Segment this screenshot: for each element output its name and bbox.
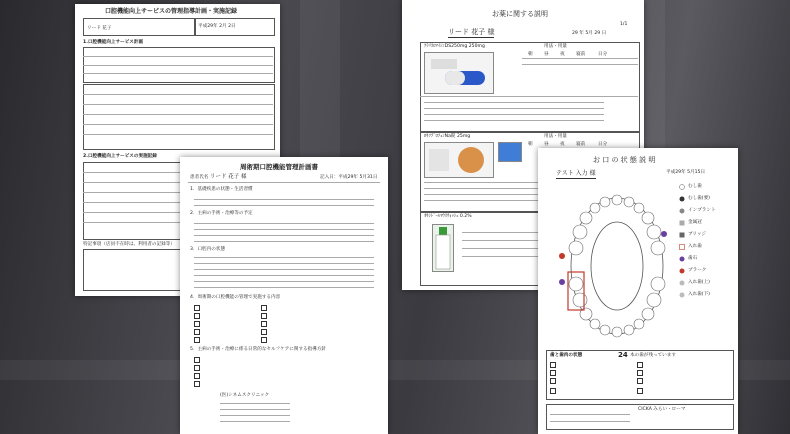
drug3-bottle-image [432, 224, 454, 272]
legend-2: インプラント [688, 208, 716, 213]
doc3-date: 29 年 5月 29 日 [572, 31, 607, 36]
legend-5: 入れ歯 [688, 244, 702, 249]
drug2-col-4: 日分 [598, 142, 608, 147]
drug1-col-0: 朝 [528, 52, 533, 57]
doc3-patient: リード 花子 様 [448, 28, 494, 38]
drug1-col-3: 寝前 [576, 52, 586, 57]
drug1-dose-header: 用法・用量 [544, 44, 567, 49]
doc3-title: お薬に関する説明 [492, 10, 548, 18]
dental-chart [558, 186, 676, 346]
drug1-pill-image [424, 52, 494, 94]
doc1-patient-name: リード 花子 [87, 26, 112, 31]
doc2-date: 記入日：平成29年 5月31日 [320, 175, 378, 180]
legend-9: 入れ歯(下) [688, 292, 710, 297]
doc1-section1: 1.口腔機能向上サービス計画 [83, 40, 144, 45]
doc2-section3: 3．口腔内の状態 [190, 247, 226, 252]
doc1-note: 特記事項（店員不在時は、利用者の記録等） [83, 242, 175, 247]
drug1-name: ｸﾗﾘｽﾛﾏｲｼﾝDS250mg 250mg [424, 44, 485, 49]
legend-6: 歯石 [688, 256, 698, 261]
doc2-clinic: (医)シネムスクリニック [220, 393, 270, 398]
drug1-col-2: 夜 [560, 52, 565, 57]
doc1-title: 口腔機能向上サービスの管理指導計画・実施記録 [105, 8, 238, 15]
legend-0: むし歯 [688, 184, 702, 189]
drug2-dose-header: 用法・用量 [544, 134, 567, 139]
drug2-col-1: 昼 [544, 142, 549, 147]
perioperative-plan-sheet [180, 157, 388, 434]
legend-panel [678, 182, 736, 332]
legend-8: 入れ歯(上) [688, 280, 710, 285]
doc2-section5: 5．主病の手術・治療に係る日常的なセルフケアに関する指導方針 [190, 347, 327, 352]
doc1-section2: 2.口腔機能向上サービスの実施記録 [83, 154, 157, 159]
doc2-title: 周術期口腔機能管理計画書 [240, 163, 318, 171]
doc2-patient-name: リード 花子 様 [210, 174, 247, 180]
doc4-patient: テスト 入力 様 [556, 170, 596, 179]
doc2-patient-label: 患者氏名 [190, 175, 209, 180]
doc4-title: お 口 の 状 態 説 明 [593, 156, 656, 164]
doc4-tooth-count: 24 [618, 351, 628, 359]
drug1-col-1: 昼 [544, 52, 549, 57]
doc4-count-suffix: 本の歯が残っています [630, 353, 676, 358]
legend-4: ブリッジ [688, 232, 707, 237]
doc4-date: 平成29年 5月15日 [666, 170, 706, 175]
doc4-checks-header: 歯と歯肉の状態 [550, 353, 583, 358]
doc2-section1: 1．基礎疾患の状態・生活習慣 [190, 187, 253, 192]
legend-3: 金属冠 [688, 220, 702, 225]
doc2-section2: 2．主病の手術・治療等の予定 [190, 211, 253, 216]
drug2-col-3: 寝前 [576, 142, 586, 147]
doc3-page: 1/1 [620, 22, 628, 27]
doc4-clinic: CICKA みらい・ローマ [638, 407, 686, 412]
drug2-pill-image [424, 142, 494, 178]
doc2-section4: 4．周術期の口腔機能の管理で実施する内容 [190, 295, 281, 300]
drug2-col-0: 朝 [528, 142, 533, 147]
doc1-date: 平成29年 2月 2日 [198, 24, 236, 29]
legend-1: むし歯(要) [688, 196, 710, 201]
legend-7: プラーク [688, 268, 707, 273]
drug1-col-4: 日分 [598, 52, 608, 57]
drug2-box-image [498, 142, 522, 162]
drug2-col-2: 夜 [560, 142, 565, 147]
mouth-condition-sheet [538, 148, 738, 434]
drug2-name: ﾛｷｿﾌﾟﾛﾌｪﾝNa錠 25mg [424, 134, 471, 139]
drug3-name: ｵｷｼﾄﾞｰﾙﾏｳｽｳｫｯｼｭ 0.2% [424, 214, 472, 219]
